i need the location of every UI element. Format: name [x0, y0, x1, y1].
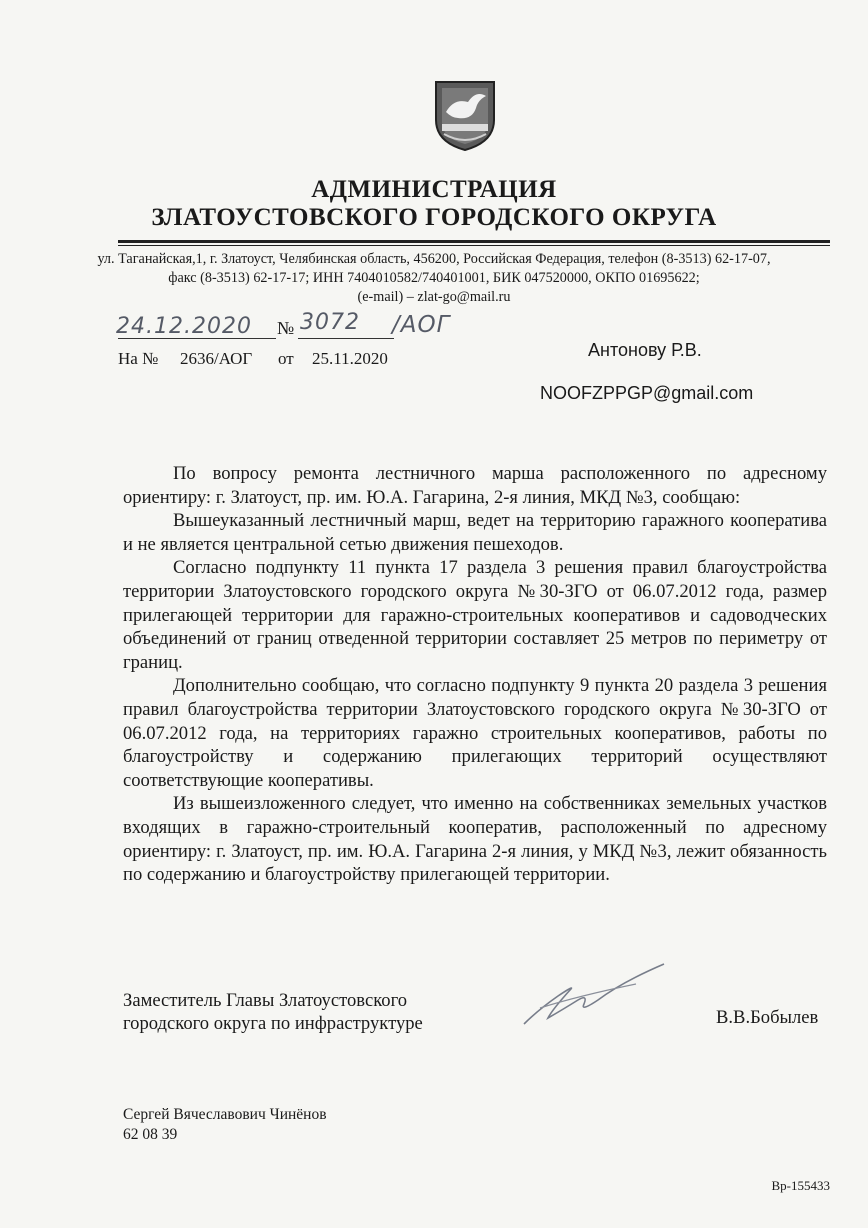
date-underline [118, 338, 276, 339]
reference-ot-label: от [278, 349, 294, 368]
body-paragraph-4: Дополнительно сообщаю, что согласно подпункту 9 пункта 20 раздела 3 решения правил благоустройства территории Златоустовского городского округа №30-ЗГО от 06.07.2012 года, на территориях гаражно строительных кооперативов, работы по благоустройству и содержанию прилегающих территорий осуществляют соответствующие кооперативы. [123, 675, 827, 791]
coat-of-arms-icon [432, 76, 498, 152]
executor-name: Сергей Вячеславович Чинёнов [123, 1106, 327, 1123]
handwritten-signature-icon [518, 960, 668, 1030]
header-rule-thin [118, 245, 830, 246]
contact-line1: ул. Таганайская,1, г. Златоуст, Челябинская область, 456200, Российская Федерация, телефон (8-3513) 62-17-07, [97, 251, 771, 267]
body-paragraph-3: Согласно подпункту 11 пункта 17 раздела 3 решения правил благоустройства территории Златоустовского городского округа №30-ЗГО от 06.07.2012 года, размер прилегающей территории для гаражно-строительных кооперативов и садоводческих объединений от границ отведенной территории составляет 25 метров по периметру от границ. [123, 557, 827, 673]
letter-body [123, 462, 827, 887]
signatory-position-line2: городского округа по инфраструктуре [123, 1013, 423, 1034]
reference-number: 2636/АОГ [180, 349, 253, 368]
signatory-name: В.В.Бобылев [716, 1007, 819, 1028]
recipient-email: NOOFZPPGP@gmail.com [540, 383, 754, 403]
reference-na-label: На № [118, 349, 159, 368]
contact-line3: (e-mail) – zlat-go@mail.ru [357, 289, 511, 305]
document-code: Вр-155433 [771, 1178, 830, 1193]
body-paragraph-5: Из вышеизложенного следует, что именно на собственниках земельных участков входящих в гаражно-строительный кооператив, расположенный по адресному ориентиру: г. Златоуст, пр. им. Ю.А. Гагарина 2-я линия, у МКД №3, лежит обязанность по содержанию и благоустройству прилегающей территории. [123, 793, 827, 886]
org-title-line1: АДМИНИСТРАЦИЯ [311, 176, 557, 203]
number-sign: № [277, 318, 295, 338]
outgoing-date-handwritten: 24.12.2020 [116, 314, 252, 339]
signatory-position-line1: Заместитель Главы Златоустовского [123, 990, 408, 1011]
number-underline [298, 338, 394, 339]
header-rule-thick [118, 240, 830, 243]
outgoing-suffix-handwritten: /АОГ [392, 312, 451, 338]
outgoing-number-handwritten: 3072 [300, 310, 360, 335]
recipient-name: Антонову Р.В. [588, 340, 702, 360]
contact-line2: факс (8-3513) 62-17-17; ИНН 7404010582/740401001, БИК 047520000, ОКПО 01695622; [168, 270, 700, 286]
reference-date: 25.11.2020 [312, 349, 388, 368]
executor-phone: 62 08 39 [123, 1126, 178, 1143]
body-paragraph-2: Вышеуказанный лестничный марш, ведет на территорию гаражного кооператива и не является центральной сетью движения пешеходов. [123, 510, 827, 555]
org-title-line2: ЗЛАТОУСТОВСКОГО ГОРОДСКОГО ОКРУГА [151, 204, 717, 231]
body-paragraph-1: По вопросу ремонта лестничного марша расположенного по адресному ориентиру: г. Златоуст, пр. им. Ю.А. Гагарина, 2-я линия, МКД №3, сообщаю: [123, 463, 827, 508]
